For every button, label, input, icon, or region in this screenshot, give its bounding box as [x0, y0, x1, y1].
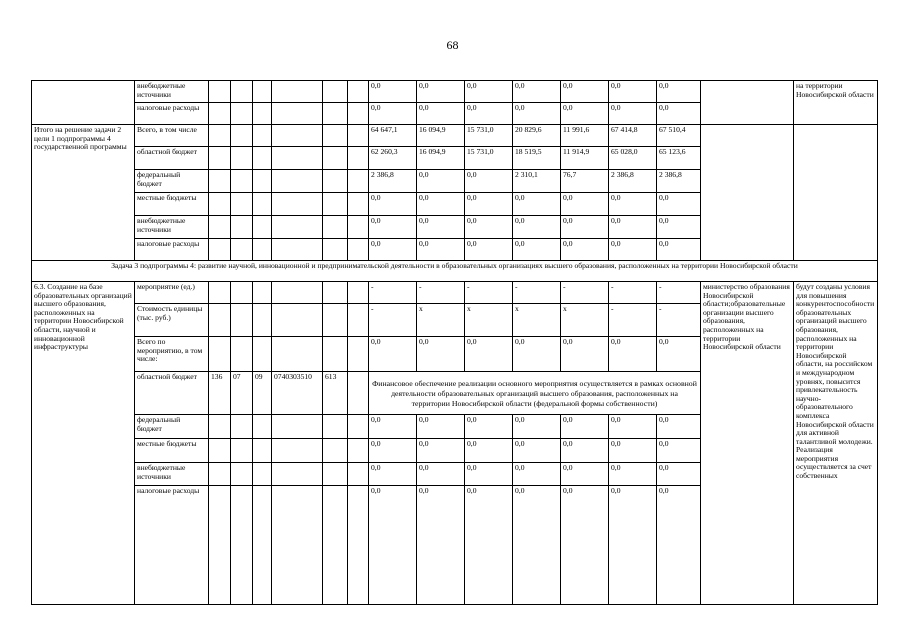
value-cell: 67 510,4: [657, 125, 701, 147]
value-cell: 0,0: [609, 415, 657, 439]
code-cell: [209, 439, 231, 463]
value-cell: 62 260,3: [369, 147, 417, 170]
value-cell: 0,0: [513, 337, 561, 372]
code-cell: [253, 81, 272, 103]
code-cell: [323, 81, 348, 103]
value-cell: -: [657, 304, 701, 337]
code-cell: [272, 239, 323, 261]
rz-code: 07: [231, 372, 253, 415]
value-cell: 0,0: [465, 103, 513, 125]
code-cell: [272, 216, 323, 239]
code-cell: [348, 103, 369, 125]
value-cell: 0,0: [561, 216, 609, 239]
code-cell: [231, 337, 253, 372]
value-cell: 11 914,9: [561, 147, 609, 170]
code-cell: [209, 81, 231, 103]
code-cell: [253, 439, 272, 463]
value-cell: 0,0: [369, 486, 417, 605]
value-cell: 0,0: [417, 415, 465, 439]
value-cell: 0,0: [513, 239, 561, 261]
value-cell: 0,0: [513, 486, 561, 605]
code-cell: [209, 103, 231, 125]
code-cell: [209, 125, 231, 147]
code-cell: [272, 147, 323, 170]
code-cell: [272, 304, 323, 337]
value-cell: 0,0: [417, 439, 465, 463]
code-cell: [348, 463, 369, 486]
value-cell: 0,0: [465, 81, 513, 103]
code-cell: [323, 282, 348, 304]
code-cell: [323, 193, 348, 216]
code-cell: [253, 239, 272, 261]
code-cell: [272, 463, 323, 486]
value-cell: 0,0: [561, 337, 609, 372]
value-cell: 0,0: [609, 216, 657, 239]
code-cell: [272, 415, 323, 439]
value-cell: 0,0: [657, 81, 701, 103]
code-cell: [209, 193, 231, 216]
value-cell: 0,0: [513, 463, 561, 486]
value-cell: 0,0: [369, 439, 417, 463]
code-cell: [348, 193, 369, 216]
value-cell: 0,0: [513, 103, 561, 125]
code-cell: [253, 147, 272, 170]
value-cell: 0,0: [369, 239, 417, 261]
code-cell: [231, 81, 253, 103]
code-cell: [209, 170, 231, 193]
code-cell: [323, 147, 348, 170]
funding-source-label: Всего, в том числе: [135, 125, 209, 147]
vr-code: 613: [323, 372, 348, 415]
value-cell: 0,0: [609, 239, 657, 261]
table-row: [32, 282, 878, 304]
value-cell: 0,0: [657, 193, 701, 216]
value-cell: 0,0: [369, 337, 417, 372]
value-cell: -: [561, 282, 609, 304]
funding-source-label: областной бюджет: [135, 372, 209, 415]
code-cell: [231, 125, 253, 147]
code-cell: [323, 125, 348, 147]
funding-source-label: местные бюджеты: [135, 439, 209, 463]
value-cell: 2 386,8: [609, 170, 657, 193]
value-cell: 18 519,5: [513, 147, 561, 170]
event-title-cell: [32, 81, 135, 125]
code-cell: [231, 304, 253, 337]
value-cell: 11 991,6: [561, 125, 609, 147]
code-cell: [209, 282, 231, 304]
code-cell: [253, 125, 272, 147]
result-cell: будут созданы условия для повышения конкурентоспособности образовательных организаций высшего образования, расположенных на территории Новосибирской области, на российском и международном уровнях, повысится привлекательность научно-образовательного комплекса Новосибирской области для активной талантливой молодежи. Реализация мероприятия осуществляется за счет собственных: [794, 282, 878, 605]
value-cell: 0,0: [513, 81, 561, 103]
value-cell: 65 028,0: [609, 147, 657, 170]
code-cell: [231, 415, 253, 439]
value-cell: 0,0: [417, 463, 465, 486]
value-cell: 0,0: [609, 463, 657, 486]
value-cell: 0,0: [513, 193, 561, 216]
funding-source-label: местные бюджеты: [135, 193, 209, 216]
value-cell: 0,0: [609, 486, 657, 605]
value-cell: 20 829,6: [513, 125, 561, 147]
code-cell: [253, 216, 272, 239]
value-cell: 0,0: [561, 463, 609, 486]
value-cell: 0,0: [561, 439, 609, 463]
executor-cell: [701, 81, 794, 125]
value-cell: x: [513, 304, 561, 337]
value-cell: 67 414,8: [609, 125, 657, 147]
value-cell: 0,0: [657, 439, 701, 463]
value-cell: 0,0: [465, 415, 513, 439]
code-cell: [348, 81, 369, 103]
funding-source-label: налоговые расходы: [135, 239, 209, 261]
code-cell: [348, 439, 369, 463]
value-cell: -: [417, 282, 465, 304]
code-cell: [253, 415, 272, 439]
code-cell: [209, 486, 231, 605]
value-cell: 0,0: [465, 239, 513, 261]
value-cell: 0,0: [465, 170, 513, 193]
value-cell: 0,0: [657, 486, 701, 605]
code-cell: [348, 216, 369, 239]
value-cell: 0,0: [609, 439, 657, 463]
code-cell: [348, 304, 369, 337]
code-cell: [323, 103, 348, 125]
code-cell: [231, 147, 253, 170]
grbs-code: 136: [209, 372, 231, 415]
value-cell: 0,0: [369, 81, 417, 103]
value-cell: 0,0: [369, 103, 417, 125]
funding-source-label: налоговые расходы: [135, 486, 209, 605]
code-cell: [253, 337, 272, 372]
value-cell: 0,0: [561, 415, 609, 439]
value-cell: 0,0: [465, 439, 513, 463]
code-cell: [323, 486, 348, 605]
code-cell: [231, 439, 253, 463]
value-cell: 76,7: [561, 170, 609, 193]
code-cell: [348, 337, 369, 372]
value-cell: 15 731,0: [465, 147, 513, 170]
value-cell: 2 386,8: [369, 170, 417, 193]
value-cell: 0,0: [417, 486, 465, 605]
value-cell: 0,0: [417, 81, 465, 103]
value-cell: 64 647,1: [369, 125, 417, 147]
code-cell: [323, 304, 348, 337]
value-cell: -: [513, 282, 561, 304]
code-cell: [272, 439, 323, 463]
value-cell: 0,0: [609, 337, 657, 372]
funding-source-label: мероприятие (ед.): [135, 282, 209, 304]
value-cell: 0,0: [417, 239, 465, 261]
code-cell: [272, 282, 323, 304]
value-cell: 2 386,8: [657, 170, 701, 193]
value-cell: 0,0: [417, 170, 465, 193]
code-cell: [272, 81, 323, 103]
code-cell: [272, 103, 323, 125]
code-cell: [231, 282, 253, 304]
code-cell: [272, 486, 323, 605]
value-cell: 0,0: [417, 193, 465, 216]
code-cell: [272, 193, 323, 216]
code-cell: [253, 463, 272, 486]
event-title-cell: 6.3. Создание на базе образовательных организаций высшего образования, расположенных на территории Новосибирской области, научной и инновационной инфраструктуры: [32, 282, 135, 605]
result-cell: [794, 125, 878, 261]
value-cell: 0,0: [465, 337, 513, 372]
financing-note: Финансовое обеспечение реализации основного мероприятия осуществляется в рамках основной деятельности образовательных организаций высшего образования, расположенных на территории Новосибирской области (федеральной формы собственности): [369, 372, 701, 415]
code-cell: [323, 415, 348, 439]
code-cell: [348, 486, 369, 605]
funding-source-label: налоговые расходы: [135, 103, 209, 125]
value-cell: 0,0: [465, 216, 513, 239]
code-cell: [253, 486, 272, 605]
code-cell: [231, 170, 253, 193]
value-cell: 0,0: [369, 415, 417, 439]
code-cell: [323, 439, 348, 463]
budget-table: [31, 80, 878, 605]
code-cell: [209, 147, 231, 170]
code-cell: [348, 147, 369, 170]
value-cell: 0,0: [609, 81, 657, 103]
value-cell: x: [417, 304, 465, 337]
code-cell: [253, 193, 272, 216]
value-cell: -: [609, 282, 657, 304]
value-cell: 0,0: [513, 415, 561, 439]
value-cell: 0,0: [657, 337, 701, 372]
value-cell: 0,0: [369, 193, 417, 216]
code-cell: [323, 463, 348, 486]
value-cell: 0,0: [657, 239, 701, 261]
code-cell: [323, 216, 348, 239]
table-row: [32, 81, 878, 103]
value-cell: -: [657, 282, 701, 304]
value-cell: 16 094,9: [417, 125, 465, 147]
code-cell: [231, 103, 253, 125]
code-cell: [209, 337, 231, 372]
code-cell: [209, 415, 231, 439]
value-cell: 0,0: [465, 193, 513, 216]
value-cell: 0,0: [657, 415, 701, 439]
value-cell: 0,0: [609, 193, 657, 216]
value-cell: 0,0: [561, 193, 609, 216]
code-cell: [272, 170, 323, 193]
code-cell: [348, 125, 369, 147]
funding-source-label: федеральный бюджет: [135, 415, 209, 439]
code-cell: [253, 304, 272, 337]
executor-cell: [701, 125, 794, 261]
value-cell: -: [465, 282, 513, 304]
value-cell: 0,0: [561, 239, 609, 261]
value-cell: -: [609, 304, 657, 337]
total-title-cell: Итого на решение задачи 2 цели 1 подпрограммы 4 государственной программы: [32, 125, 135, 261]
csr-code: 0740303510: [272, 372, 323, 415]
page-number: 68: [446, 38, 459, 52]
value-cell: 0,0: [657, 216, 701, 239]
value-cell: 0,0: [369, 216, 417, 239]
funding-source-label: областной бюджет: [135, 147, 209, 170]
value-cell: x: [465, 304, 513, 337]
code-cell: [253, 103, 272, 125]
value-cell: 0,0: [369, 463, 417, 486]
code-cell: [323, 239, 348, 261]
value-cell: 0,0: [465, 486, 513, 605]
executor-cell: министерство образования Новосибирской области;образовательные организации высшего образования, расположенных на территории Новосибирской области: [701, 282, 794, 605]
funding-source-label: внебюджетные источники: [135, 216, 209, 239]
code-cell: [209, 239, 231, 261]
value-cell: x: [561, 304, 609, 337]
funding-source-label: федеральный бюджет: [135, 170, 209, 193]
funding-source-label: Стоимость единицы (тыс. руб.): [135, 304, 209, 337]
code-cell: [348, 372, 369, 415]
value-cell: 16 094,9: [417, 147, 465, 170]
value-cell: 0,0: [657, 463, 701, 486]
value-cell: 65 123,6: [657, 147, 701, 170]
code-cell: [231, 216, 253, 239]
code-cell: [348, 415, 369, 439]
code-cell: [209, 304, 231, 337]
value-cell: -: [369, 282, 417, 304]
code-cell: [348, 170, 369, 193]
code-cell: [231, 486, 253, 605]
code-cell: [209, 463, 231, 486]
value-cell: 15 731,0: [465, 125, 513, 147]
funding-source-label: внебюджетные источники: [135, 81, 209, 103]
code-cell: [231, 463, 253, 486]
code-cell: [323, 170, 348, 193]
code-cell: [272, 125, 323, 147]
code-cell: [209, 216, 231, 239]
code-cell: [231, 193, 253, 216]
value-cell: 2 310,1: [513, 170, 561, 193]
pr-code: 09: [253, 372, 272, 415]
value-cell: 0,0: [417, 216, 465, 239]
value-cell: 0,0: [417, 103, 465, 125]
code-cell: [348, 282, 369, 304]
result-cell: на территории Новосибирской области: [794, 81, 878, 125]
code-cell: [272, 337, 323, 372]
funding-source-label: Всего по мероприятию, в том числе:: [135, 337, 209, 372]
value-cell: 0,0: [609, 103, 657, 125]
code-cell: [231, 239, 253, 261]
value-cell: 0,0: [657, 103, 701, 125]
value-cell: 0,0: [561, 486, 609, 605]
value-cell: 0,0: [513, 216, 561, 239]
value-cell: 0,0: [513, 439, 561, 463]
value-cell: -: [369, 304, 417, 337]
code-cell: [253, 282, 272, 304]
table-row: [32, 261, 878, 282]
value-cell: 0,0: [561, 81, 609, 103]
value-cell: 0,0: [465, 463, 513, 486]
value-cell: 0,0: [417, 337, 465, 372]
task-heading: Задача 3 подпрограммы 4: развитие научной, инновационной и предпринимательской деятельности в образовательных организациях высшего образования, расположенных на территории Новосибирской области: [32, 261, 878, 282]
funding-source-label: внебюджетные источники: [135, 463, 209, 486]
code-cell: [323, 337, 348, 372]
code-cell: [253, 170, 272, 193]
value-cell: 0,0: [561, 103, 609, 125]
code-cell: [348, 239, 369, 261]
table-row: [32, 125, 878, 147]
